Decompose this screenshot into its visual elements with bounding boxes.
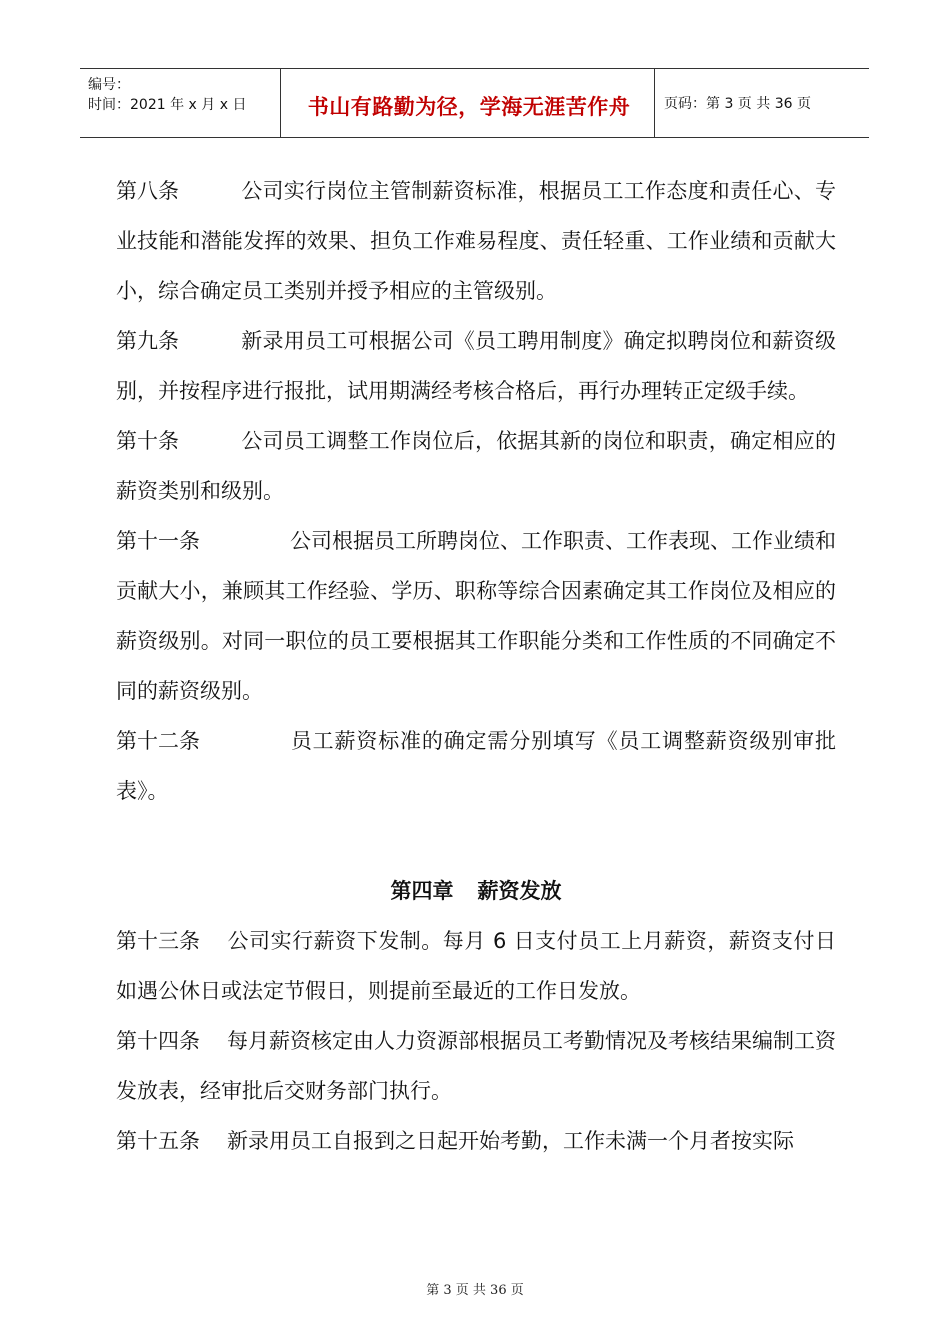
article-text: 公司实行薪资下发制。每月 6 日支付员工上月薪资，薪资支付日如遇公休日或法定节假日，则提前至最近的工作日发放。 bbox=[116, 929, 836, 1003]
article-number: 第十五条 bbox=[116, 1129, 200, 1153]
chapter-number: 第四章 bbox=[390, 879, 454, 903]
chapter-title: 薪资发放 bbox=[477, 879, 562, 903]
article-number: 第十一条 bbox=[116, 529, 200, 553]
article-11 bbox=[116, 516, 836, 716]
article-text: 公司根据员工所聘岗位、工作职责、工作表现、工作业绩和贡献大小，兼顾其工作经验、学历、职称等综合因素确定其工作岗位及相应的薪资级别。对同一职位的员工要根据其工作职能分类和工作性质的不同确定不同的薪资级别。 bbox=[116, 529, 836, 703]
page-header bbox=[80, 68, 869, 138]
document-number-label: 编号： bbox=[88, 77, 130, 93]
article-12 bbox=[116, 716, 836, 816]
article-number: 第九条 bbox=[116, 329, 179, 353]
article-text: 员工薪资标准的确定需分别填写《员工调整薪资级别审批表》。 bbox=[116, 729, 836, 803]
article-text: 新录用员工自报到之日起开始考勤，工作未满一个月者按实际 bbox=[227, 1129, 794, 1153]
article-number: 第八条 bbox=[116, 179, 179, 203]
header-page-info: 页码：第 3 页 共 36 页 bbox=[664, 96, 811, 112]
header-meta bbox=[88, 75, 246, 115]
article-text: 公司实行岗位主管制薪资标准，根据员工工作态度和责任心、专业技能和潜能发挥的效果、担负工作难易程度、责任轻重、工作业绩和贡献大小，综合确定员工类别并授予相应的主管级别。 bbox=[116, 179, 836, 303]
article-number: 第十四条 bbox=[116, 1029, 200, 1053]
document-date-label: 时间：2021 年 x 月 x 日 bbox=[88, 97, 247, 113]
article-text: 每月薪资核定由人力资源部根据员工考勤情况及考核结果编制工资发放表，经审批后交财务部门执行。 bbox=[116, 1029, 836, 1103]
article-15 bbox=[116, 1116, 836, 1166]
article-8 bbox=[116, 166, 836, 316]
chapter-heading bbox=[116, 866, 836, 916]
article-9 bbox=[116, 316, 836, 416]
document-body bbox=[116, 166, 836, 1166]
page-footer: 第 3 页 共 36 页 bbox=[426, 1283, 524, 1298]
article-number: 第十二条 bbox=[116, 729, 200, 753]
article-number: 第十三条 bbox=[116, 929, 200, 953]
header-motto: 书山有路勤为径，学海无涯苦作舟 bbox=[307, 94, 631, 119]
article-number: 第十条 bbox=[116, 429, 179, 453]
article-14 bbox=[116, 1016, 836, 1116]
article-text: 新录用员工可根据公司《员工聘用制度》确定拟聘岗位和薪资级别，并按程序进行报批，试用期满经考核合格后，再行办理转正定级手续。 bbox=[116, 329, 836, 403]
header-divider bbox=[280, 69, 281, 137]
article-text: 公司员工调整工作岗位后，依据其新的岗位和职责，确定相应的薪资类别和级别。 bbox=[116, 429, 836, 503]
article-10 bbox=[116, 416, 836, 516]
article-13 bbox=[116, 916, 836, 1016]
